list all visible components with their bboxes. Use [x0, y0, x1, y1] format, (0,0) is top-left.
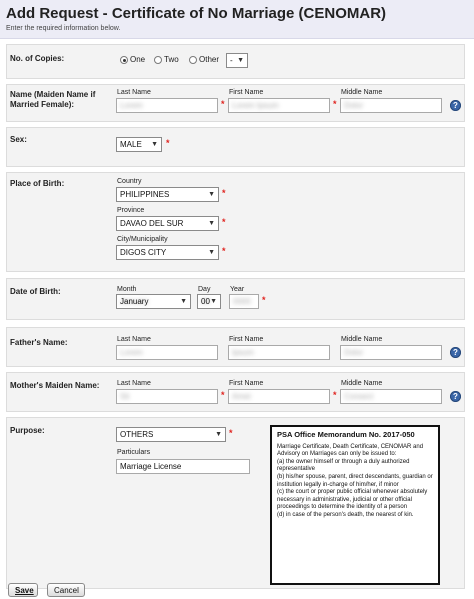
- father-middle-label: Middle Name: [341, 336, 383, 343]
- month-select[interactable]: [116, 294, 191, 309]
- name-last-required: *: [221, 99, 225, 109]
- chevron-down-icon: ▼: [180, 298, 187, 305]
- sex-value: MALE: [120, 140, 142, 149]
- page-header: [0, 0, 474, 39]
- father-last-label: Last Name: [117, 336, 151, 343]
- copies-radio-two[interactable]: [154, 56, 162, 64]
- city-label: City/Municipality: [117, 236, 168, 243]
- name-middle-label: Middle Name: [341, 89, 383, 96]
- cancel-button[interactable]: Cancel: [47, 583, 85, 597]
- sex-select[interactable]: [116, 137, 162, 152]
- page-subtitle: Enter the required information below.: [6, 25, 121, 32]
- help-icon[interactable]: ?: [450, 100, 461, 111]
- province-label: Province: [117, 207, 145, 214]
- copies-radio-one-label: One: [130, 55, 146, 64]
- mother-last-input[interactable]: Sit: [116, 389, 218, 404]
- day-label: Day: [198, 286, 211, 293]
- copies-other-value: -: [230, 56, 233, 65]
- help-icon[interactable]: ?: [450, 347, 461, 358]
- memo-title: PSA Office Memorandum No. 2017-050: [277, 430, 415, 439]
- father-first-label: First Name: [229, 336, 264, 343]
- memo-item-c: (c) the court or proper public official whenever absolutely necessary in administrative, judicial or other official proceedings to determine the identity of a person: [277, 489, 428, 511]
- memo-box: [270, 425, 440, 585]
- memo-item-d: (d) in case of the person's death, the nearest of kin.: [277, 511, 414, 518]
- sex-required: *: [166, 138, 170, 148]
- day-select[interactable]: [197, 294, 221, 309]
- mother-last-required: *: [221, 390, 225, 400]
- name-first-label: First Name: [229, 89, 264, 96]
- name-label: Name (Maiden Name if Married Female):: [10, 90, 96, 109]
- help-icon[interactable]: ?: [450, 391, 461, 402]
- birth-date-required: *: [262, 295, 266, 305]
- country-label: Country: [117, 178, 142, 185]
- save-button[interactable]: Save: [8, 583, 38, 597]
- mother-first-label: First Name: [229, 380, 264, 387]
- chevron-down-icon: ▼: [208, 249, 215, 256]
- city-required: *: [222, 246, 226, 256]
- mother-first-required: *: [333, 390, 337, 400]
- chevron-down-icon: ▼: [210, 298, 217, 305]
- purpose-value: OTHERS: [120, 430, 154, 439]
- mother-last-label: Last Name: [117, 380, 151, 387]
- mother-middle-input[interactable]: Consect: [340, 389, 442, 404]
- year-label: Year: [230, 286, 245, 293]
- birth-place-label: Place of Birth:: [10, 179, 65, 188]
- father-middle-input[interactable]: Dolor: [340, 345, 442, 360]
- father-last-input[interactable]: Lorem: [116, 345, 218, 360]
- chevron-down-icon: ▼: [208, 191, 215, 198]
- copies-radio-other-label: Other: [199, 55, 220, 64]
- memo-intro: Marriage Certificate, Death Certificate, CENOMAR and Advisory on Marriages can only be issued to:: [277, 443, 424, 458]
- copies-radio-other[interactable]: [189, 56, 197, 64]
- chevron-down-icon: ▼: [237, 57, 244, 64]
- name-first-required: *: [333, 99, 337, 109]
- city-select[interactable]: [116, 245, 219, 260]
- purpose-required: *: [229, 428, 233, 438]
- birth-place-section: [6, 172, 465, 272]
- copies-label: No. of Copies:: [10, 54, 65, 63]
- copies-radio-two-label: Two: [164, 55, 179, 64]
- page-title: Add Request - Certificate of No Marriage (CENOMAR): [6, 5, 387, 22]
- mother-middle-label: Middle Name: [341, 380, 383, 387]
- purpose-label: Purpose:: [10, 426, 45, 435]
- province-select[interactable]: [116, 216, 219, 231]
- month-label: Month: [117, 286, 137, 293]
- country-value: PHILIPPINES: [120, 190, 170, 199]
- province-required: *: [222, 217, 226, 227]
- memo-item-a: (a) the owner himself or through a duly authorized representative: [277, 458, 410, 473]
- father-first-input[interactable]: Ipsum: [228, 345, 330, 360]
- province-value: DAVAO DEL SUR: [120, 219, 184, 228]
- particulars-input[interactable]: Marriage License: [116, 459, 250, 474]
- chevron-down-icon: ▼: [151, 141, 158, 148]
- name-middle-input[interactable]: Dolor: [340, 98, 442, 113]
- mother-first-input[interactable]: Amet: [228, 389, 330, 404]
- copies-radio-one[interactable]: [120, 56, 128, 64]
- country-select[interactable]: [116, 187, 219, 202]
- memo-item-b: (b) his/her spouse, parent, direct descendants, guardian or institution legally in-charge of him/her, if minor: [277, 473, 433, 488]
- purpose-select[interactable]: [116, 427, 226, 442]
- year-input[interactable]: 0000: [229, 294, 259, 309]
- father-label: Father's Name:: [10, 338, 68, 347]
- copies-other-select[interactable]: [226, 53, 248, 68]
- name-last-label: Last Name: [117, 89, 151, 96]
- birth-date-label: Date of Birth:: [10, 287, 61, 296]
- name-first-input[interactable]: Lorem Ipsum: [228, 98, 330, 113]
- day-value: 00: [201, 297, 210, 306]
- particulars-label: Particulars: [117, 449, 151, 456]
- country-required: *: [222, 188, 226, 198]
- chevron-down-icon: ▼: [215, 431, 222, 438]
- sex-section: [6, 127, 465, 167]
- month-value: January: [120, 297, 149, 306]
- mother-label: Mother's Maiden Name:: [10, 381, 100, 390]
- name-last-input[interactable]: Lorem: [116, 98, 218, 113]
- chevron-down-icon: ▼: [208, 220, 215, 227]
- sex-label: Sex:: [10, 135, 27, 144]
- city-value: DIGOS CITY: [120, 248, 167, 257]
